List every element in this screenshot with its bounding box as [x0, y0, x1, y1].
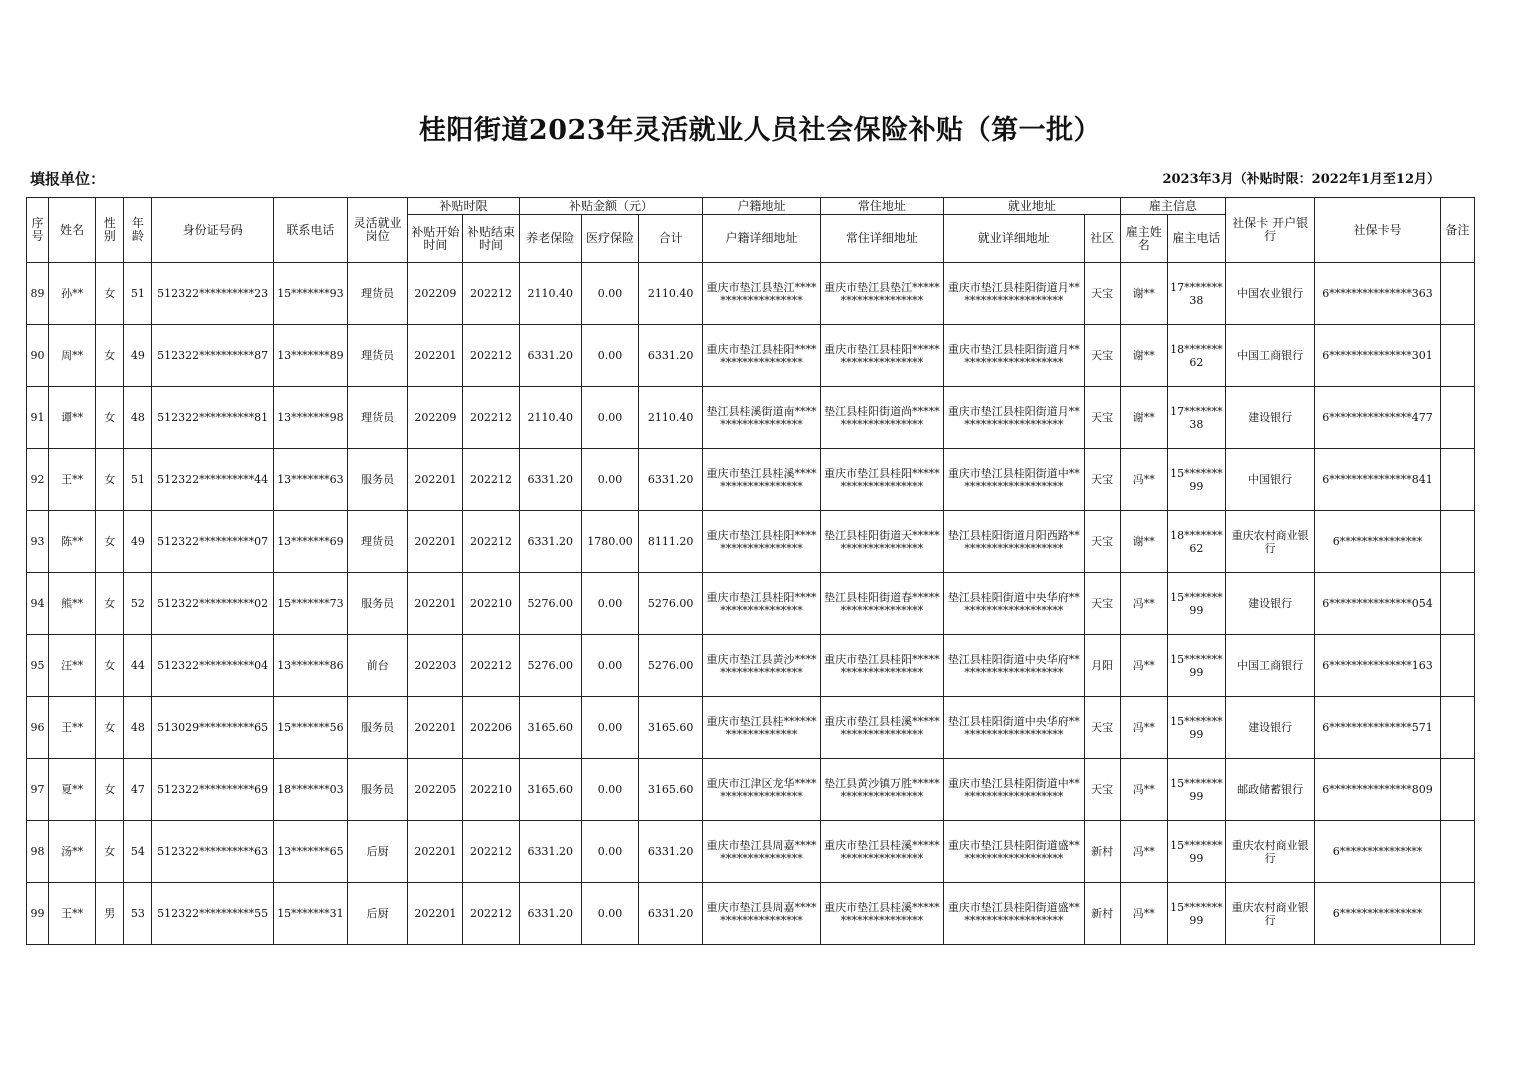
cell-card-number: 6***************841: [1315, 449, 1440, 511]
cell-bank: 中国农业银行: [1226, 263, 1315, 325]
cell-employer-name: 冯**: [1120, 635, 1167, 697]
cell-id-number: 512322**********02: [152, 573, 273, 635]
cell-work-address: 重庆市垫江县桂阳街道月********************: [944, 387, 1084, 449]
header-work: 就业详细地址: [944, 215, 1084, 263]
cell-medical: 0.00: [581, 697, 638, 759]
cell-medical: 0.00: [581, 821, 638, 883]
cell-remark: [1440, 387, 1474, 449]
cell-employer-phone: 15*******99: [1167, 635, 1225, 697]
cell-pension: 5276.00: [519, 573, 581, 635]
cell-id-number: 512322**********69: [152, 759, 273, 821]
cell-resident-address: 重庆市垫江县桂阳********************: [820, 449, 943, 511]
cell-bank: 重庆农村商业银行: [1226, 883, 1315, 945]
cell-bank: 建设银行: [1226, 573, 1315, 635]
cell-age: 51: [124, 449, 152, 511]
cell-name: 孙**: [49, 263, 96, 325]
header-huji: 户籍详细地址: [703, 215, 820, 263]
table-row: [27, 263, 1475, 325]
table-row: [27, 697, 1475, 759]
cell-work-address: 重庆市垫江县桂阳街道中********************: [944, 759, 1084, 821]
cell-bank: 建设银行: [1226, 697, 1315, 759]
cell-pension: 3165.60: [519, 697, 581, 759]
cell-total: 2110.40: [639, 387, 703, 449]
cell-work-address: 垫江县桂阳街道中央华府********************: [944, 697, 1084, 759]
header-employer-phone: 雇主电话: [1167, 215, 1225, 263]
cell-bank: 中国银行: [1226, 449, 1315, 511]
cell-remark: [1440, 883, 1474, 945]
cell-post: 后厨: [348, 821, 408, 883]
cell-id-number: 512322**********04: [152, 635, 273, 697]
cell-community: 新村: [1084, 821, 1120, 883]
cell-gender: 女: [96, 325, 124, 387]
cell-bank: 重庆农村商业银行: [1226, 511, 1315, 573]
header-id: 身份证号码: [152, 198, 273, 263]
cell-seq: 99: [27, 883, 49, 945]
cell-card-number: 6***************: [1315, 511, 1440, 573]
cell-age: 44: [124, 635, 152, 697]
cell-gender: 女: [96, 387, 124, 449]
header-amount-group: 补贴金额（元）: [519, 198, 703, 215]
cell-post: 服务员: [348, 759, 408, 821]
table-row: [27, 883, 1475, 945]
cell-end: 202210: [463, 759, 519, 821]
cell-community: 新村: [1084, 883, 1120, 945]
cell-employer-name: 冯**: [1120, 573, 1167, 635]
cell-gender: 女: [96, 759, 124, 821]
cell-work-address: 重庆市垫江县桂阳街道月********************: [944, 325, 1084, 387]
cell-gender: 女: [96, 573, 124, 635]
cell-id-number: 512322**********23: [152, 263, 273, 325]
cell-card-number: 6***************301: [1315, 325, 1440, 387]
cell-remark: [1440, 635, 1474, 697]
cell-start: 202201: [408, 449, 463, 511]
cell-bank: 重庆农村商业银行: [1226, 821, 1315, 883]
cell-remark: [1440, 511, 1474, 573]
cell-card-number: 6***************363: [1315, 263, 1440, 325]
cell-work-address: 垫江县桂阳街道月阳西路********************: [944, 511, 1084, 573]
cell-employer-name: 冯**: [1120, 759, 1167, 821]
cell-name: 汤**: [49, 821, 96, 883]
cell-resident-address: 重庆市垫江县桂阳********************: [820, 635, 943, 697]
cell-community: 天宝: [1084, 387, 1120, 449]
cell-gender: 女: [96, 449, 124, 511]
cell-pension: 2110.40: [519, 263, 581, 325]
cell-phone: 15*******56: [273, 697, 347, 759]
cell-card-number: 6***************: [1315, 883, 1440, 945]
cell-huji-address: 重庆市垫江县垫江*******************: [703, 263, 820, 325]
cell-community: 天宝: [1084, 759, 1120, 821]
header-work-group: 就业地址: [944, 198, 1121, 215]
table-row: [27, 449, 1475, 511]
cell-phone: 13*******86: [273, 635, 347, 697]
cell-medical: 0.00: [581, 263, 638, 325]
fill-unit-label: 填报单位：: [30, 170, 106, 188]
cell-post: 前台: [348, 635, 408, 697]
cell-employer-phone: 17*******38: [1167, 387, 1225, 449]
cell-gender: 女: [96, 635, 124, 697]
cell-huji-address: 重庆市垫江县桂阳*******************: [703, 511, 820, 573]
cell-resident-address: 垫江县桂阳街道春********************: [820, 573, 943, 635]
cell-remark: [1440, 759, 1474, 821]
cell-id-number: 512322**********07: [152, 511, 273, 573]
cell-start: 202205: [408, 759, 463, 821]
header-age: 年龄: [124, 198, 152, 263]
cell-employer-name: 冯**: [1120, 821, 1167, 883]
cell-phone: 13*******69: [273, 511, 347, 573]
cell-start: 202201: [408, 325, 463, 387]
cell-start: 202209: [408, 387, 463, 449]
cell-id-number: 512322**********55: [152, 883, 273, 945]
cell-bank: 邮政储蓄银行: [1226, 759, 1315, 821]
cell-remark: [1440, 449, 1474, 511]
cell-total: 5276.00: [639, 635, 703, 697]
cell-id-number: 512322**********87: [152, 325, 273, 387]
cell-pension: 6331.20: [519, 325, 581, 387]
cell-start: 202201: [408, 697, 463, 759]
cell-post: 理货员: [348, 263, 408, 325]
cell-community: 天宝: [1084, 449, 1120, 511]
cell-resident-address: 重庆市垫江县桂溪********************: [820, 697, 943, 759]
cell-resident-address: 重庆市垫江县桂溪********************: [820, 821, 943, 883]
cell-employer-name: 冯**: [1120, 449, 1167, 511]
cell-start: 202209: [408, 263, 463, 325]
cell-age: 48: [124, 697, 152, 759]
cell-work-address: 重庆市垫江县桂阳街道盛********************: [944, 883, 1084, 945]
cell-phone: 15*******93: [273, 263, 347, 325]
cell-community: 天宝: [1084, 511, 1120, 573]
cell-total: 6331.20: [639, 325, 703, 387]
cell-seq: 96: [27, 697, 49, 759]
cell-phone: 13*******89: [273, 325, 347, 387]
cell-gender: 女: [96, 511, 124, 573]
cell-employer-phone: 15*******99: [1167, 573, 1225, 635]
header-card: 社保卡号: [1315, 198, 1440, 263]
cell-pension: 6331.20: [519, 821, 581, 883]
cell-seq: 95: [27, 635, 49, 697]
cell-employer-name: 冯**: [1120, 883, 1167, 945]
header-post: 灵活就业岗位: [348, 198, 408, 263]
cell-resident-address: 垫江县桂阳街道天********************: [820, 511, 943, 573]
cell-huji-address: 重庆市江津区龙华*******************: [703, 759, 820, 821]
header-bank: 社保卡 开户银行: [1226, 198, 1315, 263]
cell-total: 3165.60: [639, 759, 703, 821]
cell-post: 服务员: [348, 449, 408, 511]
cell-employer-phone: 15*******99: [1167, 821, 1225, 883]
cell-huji-address: 重庆市垫江县桂阳*******************: [703, 325, 820, 387]
cell-total: 6331.20: [639, 883, 703, 945]
cell-remark: [1440, 573, 1474, 635]
cell-total: 6331.20: [639, 821, 703, 883]
cell-employer-phone: 18*******62: [1167, 325, 1225, 387]
header-medical: 医疗保险: [581, 215, 638, 263]
cell-huji-address: 重庆市垫江县周嘉*******************: [703, 821, 820, 883]
header-employer-name: 雇主姓名: [1120, 215, 1167, 263]
cell-medical: 0.00: [581, 635, 638, 697]
header-seq: 序号: [27, 198, 49, 263]
cell-medical: 0.00: [581, 387, 638, 449]
report-period: 2023年3月（补贴时限：2022年1月至12月）: [1162, 172, 1440, 187]
cell-age: 54: [124, 821, 152, 883]
cell-end: 202212: [463, 325, 519, 387]
table-body: [27, 263, 1475, 945]
cell-phone: 13*******63: [273, 449, 347, 511]
cell-huji-address: 重庆市垫江县黄沙*******************: [703, 635, 820, 697]
cell-post: 服务员: [348, 573, 408, 635]
cell-work-address: 重庆市垫江县桂阳街道月********************: [944, 263, 1084, 325]
subsidy-table: [26, 197, 1475, 945]
cell-employer-phone: 15*******99: [1167, 449, 1225, 511]
cell-huji-address: 重庆市垫江县周嘉*******************: [703, 883, 820, 945]
cell-phone: 13*******65: [273, 821, 347, 883]
cell-id-number: 512322**********63: [152, 821, 273, 883]
cell-pension: 6331.20: [519, 883, 581, 945]
cell-remark: [1440, 325, 1474, 387]
cell-work-address: 重庆市垫江县桂阳街道盛********************: [944, 821, 1084, 883]
cell-age: 51: [124, 263, 152, 325]
header-period-group: 补贴时限: [408, 198, 519, 215]
cell-work-address: 重庆市垫江县桂阳街道中********************: [944, 449, 1084, 511]
cell-card-number: 6***************: [1315, 821, 1440, 883]
cell-medical: 0.00: [581, 759, 638, 821]
cell-start: 202201: [408, 573, 463, 635]
cell-phone: 15*******73: [273, 573, 347, 635]
cell-name: 王**: [49, 449, 96, 511]
cell-name: 夏**: [49, 759, 96, 821]
page-title: 桂阳街道2023年灵活就业人员社会保险补贴（第一批）: [418, 115, 1102, 146]
cell-gender: 女: [96, 821, 124, 883]
cell-phone: 15*******31: [273, 883, 347, 945]
cell-community: 月阳: [1084, 635, 1120, 697]
cell-resident-address: 垫江县桂阳街道尚********************: [820, 387, 943, 449]
cell-name: 王**: [49, 697, 96, 759]
cell-pension: 6331.20: [519, 449, 581, 511]
cell-bank: 中国工商银行: [1226, 635, 1315, 697]
cell-phone: 18*******03: [273, 759, 347, 821]
cell-medical: 0.00: [581, 325, 638, 387]
cell-gender: 女: [96, 263, 124, 325]
cell-seq: 93: [27, 511, 49, 573]
header-community: 社区: [1084, 215, 1120, 263]
cell-work-address: 垫江县桂阳街道中央华府********************: [944, 573, 1084, 635]
cell-age: 49: [124, 325, 152, 387]
cell-employer-name: 谢**: [1120, 263, 1167, 325]
cell-age: 49: [124, 511, 152, 573]
cell-start: 202201: [408, 511, 463, 573]
table-row: [27, 821, 1475, 883]
cell-seq: 94: [27, 573, 49, 635]
header-name: 姓名: [49, 198, 96, 263]
cell-card-number: 6***************477: [1315, 387, 1440, 449]
cell-resident-address: 重庆市垫江县桂阳********************: [820, 325, 943, 387]
table-row: [27, 759, 1475, 821]
cell-seq: 89: [27, 263, 49, 325]
cell-end: 202212: [463, 821, 519, 883]
cell-end: 202206: [463, 697, 519, 759]
cell-name: 王**: [49, 883, 96, 945]
table-row: [27, 635, 1475, 697]
cell-seq: 91: [27, 387, 49, 449]
cell-post: 服务员: [348, 697, 408, 759]
cell-gender: 女: [96, 697, 124, 759]
cell-phone: 13*******98: [273, 387, 347, 449]
cell-name: 谭**: [49, 387, 96, 449]
cell-card-number: 6***************163: [1315, 635, 1440, 697]
cell-id-number: 512322**********44: [152, 449, 273, 511]
cell-age: 52: [124, 573, 152, 635]
cell-start: 202201: [408, 821, 463, 883]
cell-remark: [1440, 821, 1474, 883]
cell-seq: 92: [27, 449, 49, 511]
cell-bank: 建设银行: [1226, 387, 1315, 449]
cell-start: 202201: [408, 883, 463, 945]
header-phone: 联系电话: [273, 198, 347, 263]
cell-post: 理货员: [348, 511, 408, 573]
cell-card-number: 6***************571: [1315, 697, 1440, 759]
cell-pension: 2110.40: [519, 387, 581, 449]
header-huji-group: 户籍地址: [703, 198, 820, 215]
table-row: [27, 573, 1475, 635]
cell-end: 202212: [463, 511, 519, 573]
cell-post: 理货员: [348, 325, 408, 387]
table-row: [27, 511, 1475, 573]
cell-card-number: 6***************809: [1315, 759, 1440, 821]
cell-work-address: 垫江县桂阳街道中央华府********************: [944, 635, 1084, 697]
header-end: 补贴结束时间: [463, 215, 519, 263]
cell-medical: 1780.00: [581, 511, 638, 573]
cell-card-number: 6***************054: [1315, 573, 1440, 635]
cell-name: 陈**: [49, 511, 96, 573]
cell-seq: 98: [27, 821, 49, 883]
cell-employer-name: 谢**: [1120, 387, 1167, 449]
cell-end: 202210: [463, 573, 519, 635]
cell-resident-address: 重庆市垫江县垫江********************: [820, 263, 943, 325]
cell-total: 5276.00: [639, 573, 703, 635]
header-resident: 常住详细地址: [820, 215, 943, 263]
cell-employer-phone: 15*******99: [1167, 883, 1225, 945]
cell-huji-address: 重庆市垫江县桂阳*******************: [703, 573, 820, 635]
cell-bank: 中国工商银行: [1226, 325, 1315, 387]
cell-pension: 5276.00: [519, 635, 581, 697]
cell-remark: [1440, 697, 1474, 759]
header-resident-group: 常住地址: [820, 198, 943, 215]
cell-medical: 0.00: [581, 573, 638, 635]
cell-pension: 6331.20: [519, 511, 581, 573]
cell-end: 202212: [463, 263, 519, 325]
cell-start: 202203: [408, 635, 463, 697]
cell-end: 202212: [463, 635, 519, 697]
cell-resident-address: 垫江县黄沙镇万胜********************: [820, 759, 943, 821]
cell-huji-address: 垫江县桂溪街道南*******************: [703, 387, 820, 449]
cell-huji-address: 重庆市垫江县桂溪*******************: [703, 449, 820, 511]
cell-end: 202212: [463, 883, 519, 945]
cell-pension: 3165.60: [519, 759, 581, 821]
header-pension: 养老保险: [519, 215, 581, 263]
cell-end: 202212: [463, 387, 519, 449]
cell-seq: 90: [27, 325, 49, 387]
cell-name: 熊**: [49, 573, 96, 635]
header-start: 补贴开始时间: [408, 215, 463, 263]
cell-total: 2110.40: [639, 263, 703, 325]
cell-medical: 0.00: [581, 883, 638, 945]
cell-end: 202212: [463, 449, 519, 511]
cell-total: 6331.20: [639, 449, 703, 511]
cell-id-number: 512322**********81: [152, 387, 273, 449]
cell-community: 天宝: [1084, 573, 1120, 635]
cell-gender: 男: [96, 883, 124, 945]
cell-name: 周**: [49, 325, 96, 387]
cell-total: 8111.20: [639, 511, 703, 573]
cell-employer-phone: 17*******38: [1167, 263, 1225, 325]
cell-post: 理货员: [348, 387, 408, 449]
table-row: [27, 325, 1475, 387]
cell-age: 48: [124, 387, 152, 449]
header-remark: 备注: [1440, 198, 1474, 263]
cell-name: 汪**: [49, 635, 96, 697]
cell-employer-phone: 15*******99: [1167, 759, 1225, 821]
header-total: 合计: [639, 215, 703, 263]
header-employer-group: 雇主信息: [1120, 198, 1225, 215]
cell-employer-name: 冯**: [1120, 697, 1167, 759]
cell-community: 天宝: [1084, 325, 1120, 387]
cell-post: 后厨: [348, 883, 408, 945]
cell-total: 3165.60: [639, 697, 703, 759]
cell-community: 天宝: [1084, 697, 1120, 759]
table-row: [27, 387, 1475, 449]
header-gender: 性别: [96, 198, 124, 263]
cell-huji-address: 重庆市垫江县桂*******************: [703, 697, 820, 759]
cell-seq: 97: [27, 759, 49, 821]
cell-resident-address: 重庆市垫江县桂溪********************: [820, 883, 943, 945]
cell-employer-phone: 18*******62: [1167, 511, 1225, 573]
cell-employer-name: 谢**: [1120, 325, 1167, 387]
cell-id-number: 513029**********65: [152, 697, 273, 759]
cell-employer-name: 谢**: [1120, 511, 1167, 573]
cell-age: 53: [124, 883, 152, 945]
cell-age: 47: [124, 759, 152, 821]
cell-community: 天宝: [1084, 263, 1120, 325]
cell-medical: 0.00: [581, 449, 638, 511]
cell-employer-phone: 15*******99: [1167, 697, 1225, 759]
cell-remark: [1440, 263, 1474, 325]
